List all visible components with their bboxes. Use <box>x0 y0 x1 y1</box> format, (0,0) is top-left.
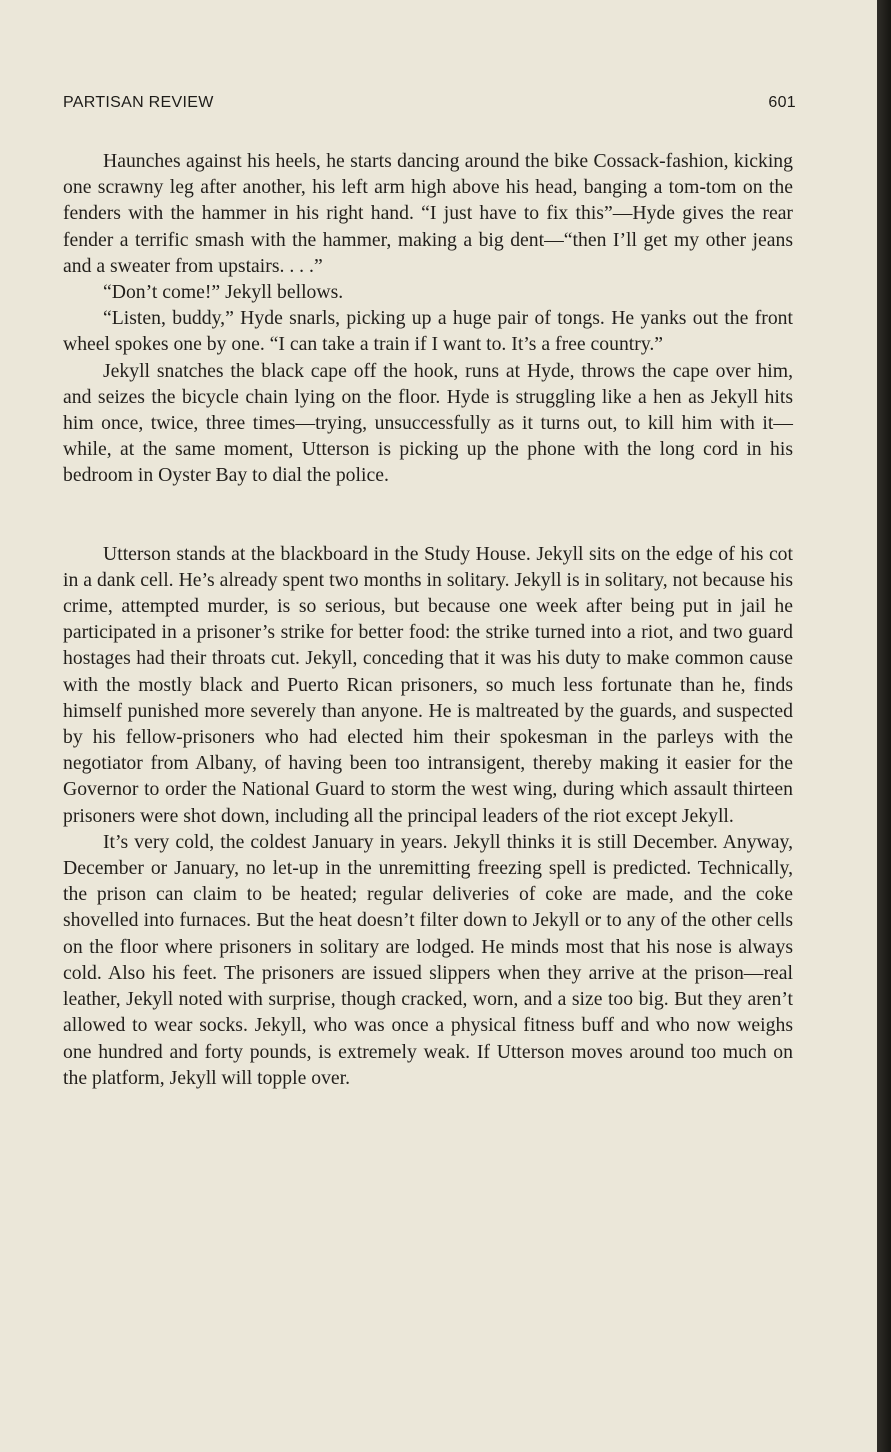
journal-title: PARTISAN REVIEW <box>63 94 214 111</box>
paragraph: Jekyll snatches the black cape off the hook, runs at Hyde, throws the cape over him, and seizes the bicycle chain lying on the floor. Hyde is struggling like a hen as Jekyll hits him once, twice, three times—trying, unsuccessfully as it turns out, to kill him with it—while, at the same moment, Utterson is picking up the phone with the long cord in his bedroom in Oyster Bay to dial the police. <box>63 359 793 487</box>
paragraph: “Don’t come!” Jekyll bellows. <box>103 281 344 304</box>
paragraph: It’s very cold, the coldest January in years. Jekyll thinks it is still December. Anyway, December or January, no let-up in the unremitting freezing spell is predicted. Technically, the prison can claim to be heated; regular deliveries of coke are made, and the coke shovelled into furnaces. But the heat doesn’t filter down to Jekyll or to any of the other cells on the floor where prisoners in solitary are lodged. He minds most that his nose is always cold. Also his feet. The prisoners are issued slippers when they arrive at the prison—real leather, Jekyll noted with surprise, though cracked, worn, and a size too big. But they aren’t allowed to wear socks. Jekyll, who was once a physical fitness buff and who now weighs one hundred and forty pounds, is extremely weak. If Utterson moves around too much on the platform, Jekyll will topple over. <box>63 830 793 1089</box>
paragraph: Haunches against his heels, he starts dancing around the bike Cossack-fashion, kicking one scrawny leg after another, his left arm high above his head, banging a tom-tom on the fenders with the hammer in his right hand. “I just have to fix this”—Hyde gives the rear fender a terrific smash with the hammer, making a big dent—“then I’ll get my other jeans and a sweater from upstairs. . . .” <box>63 150 793 277</box>
page-edge-shadow <box>877 0 891 1452</box>
body-text <box>63 148 793 1091</box>
paragraph: Utterson stands at the blackboard in the Study House. Jekyll sits on the edge of his cot in a dank cell. He’s already spent two months in solitary. Jekyll is in solitary, not because his crime, attempted murder, is so serious, but because one week after being put in jail he participated in a prisoner’s strike for better food: the strike turned into a riot, and two guard hostages had their throats cut. Jekyll, conceding that it was his duty to make common cause with the mostly black and Puerto Rican prisoners, so much less fortunate than he, finds himself punished more severely than anyone. He is maltreated by the guards, and suspected by his fellow-prisoners who had elected him their spokesman in the parleys with the negotiator from Albany, of having been too intransigent, thereby making it easier for the Governor to order the National Guard to storm the west wing, during which assault thirteen prisoners were shot down, including all the principal leaders of the riot except Jekyll. <box>63 542 793 827</box>
page-number: 601 <box>768 94 796 111</box>
running-head <box>63 94 796 112</box>
paragraph: “Listen, buddy,” Hyde snarls, picking up a huge pair of tongs. He yanks out the front wheel spokes one by one. “I can take a train if I want to. It’s a free country.” <box>63 307 793 356</box>
